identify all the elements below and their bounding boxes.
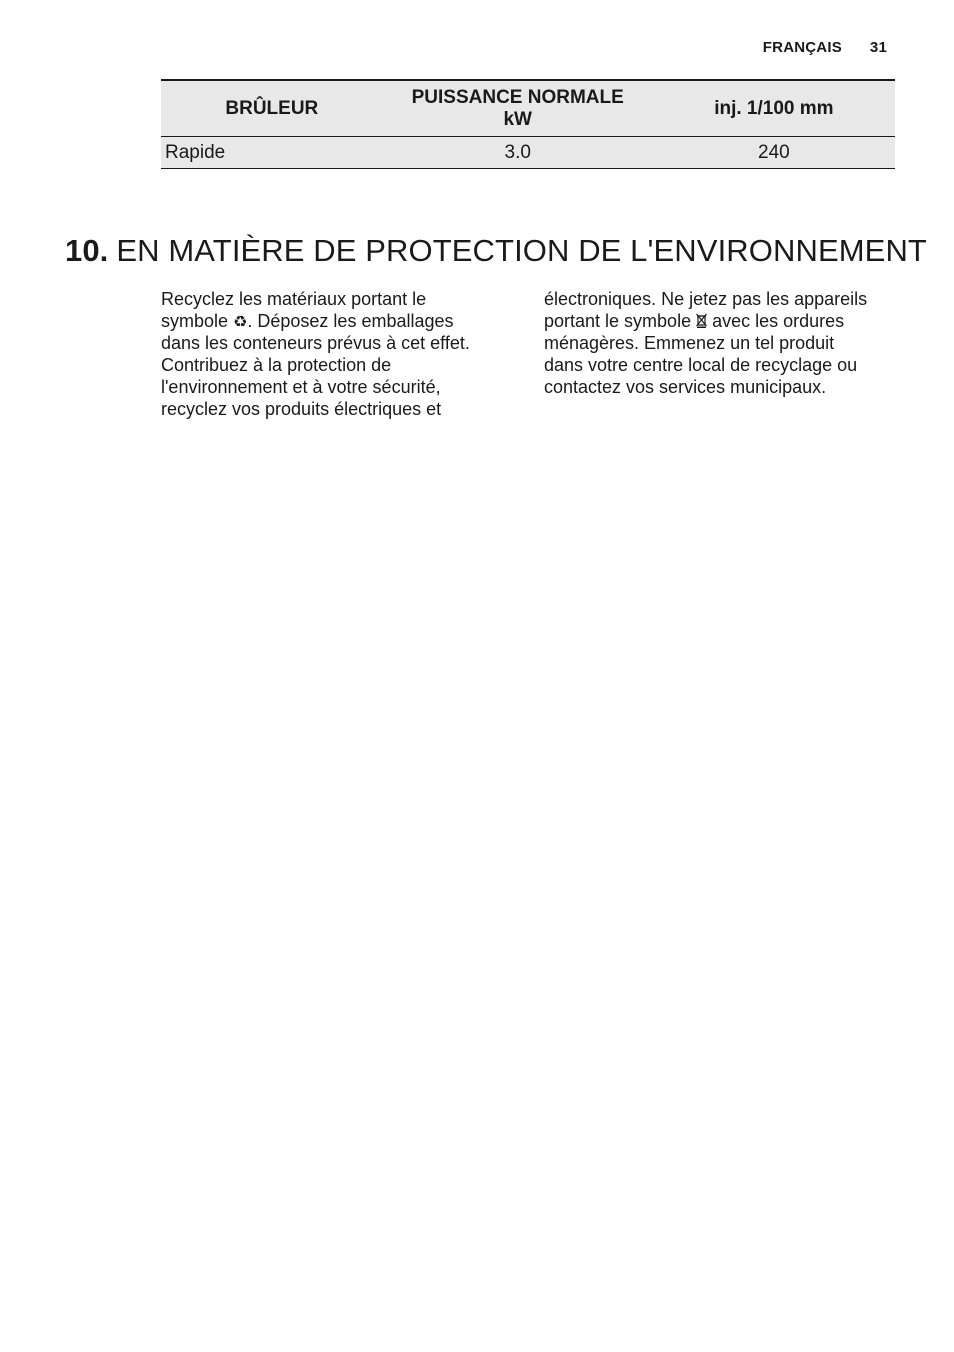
section-title bbox=[65, 233, 927, 269]
text-column-right bbox=[544, 289, 874, 399]
cell-injector: 240 bbox=[653, 137, 895, 169]
crossed-bin-icon bbox=[696, 312, 707, 334]
running-header bbox=[763, 39, 887, 56]
page-number: 31 bbox=[869, 39, 887, 56]
burner-spec-table bbox=[161, 79, 895, 169]
paragraph-disposal: électroniques. Ne jetez pas les appareils portant le symbole avec les ordures ménagères. Emmenez un tel produit dans votre centre local de recyclage ou contactez vos services municipaux. bbox=[544, 289, 868, 397]
column-header-burner: BRÛLEUR bbox=[161, 80, 383, 137]
cell-burner: Rapide bbox=[161, 137, 383, 169]
table-header-row bbox=[161, 80, 895, 137]
table-row bbox=[161, 137, 895, 169]
recycle-icon: ♻ bbox=[233, 313, 248, 331]
header-language: FRANÇAIS bbox=[762, 39, 842, 56]
section-number: 10. bbox=[65, 233, 109, 268]
text-column-left bbox=[161, 289, 491, 420]
paragraph-recycle: Recyclez les matériaux portant le symbole ♻. Déposez les emballages dans les conteneurs prévus à cet effet. bbox=[161, 289, 470, 354]
paragraph-contribute: Contribuez à la protection de l'environnement et à votre sécurité, recyclez vos produits électriques et bbox=[161, 355, 442, 419]
cell-power: 3.0 bbox=[383, 137, 653, 169]
column-header-power: PUISSANCE NORMALE kW bbox=[383, 80, 653, 137]
column-header-injector: inj. 1/100 mm bbox=[653, 80, 895, 137]
section-title-text: EN MATIÈRE DE PROTECTION DE L'ENVIRONNEMENT bbox=[116, 233, 927, 268]
